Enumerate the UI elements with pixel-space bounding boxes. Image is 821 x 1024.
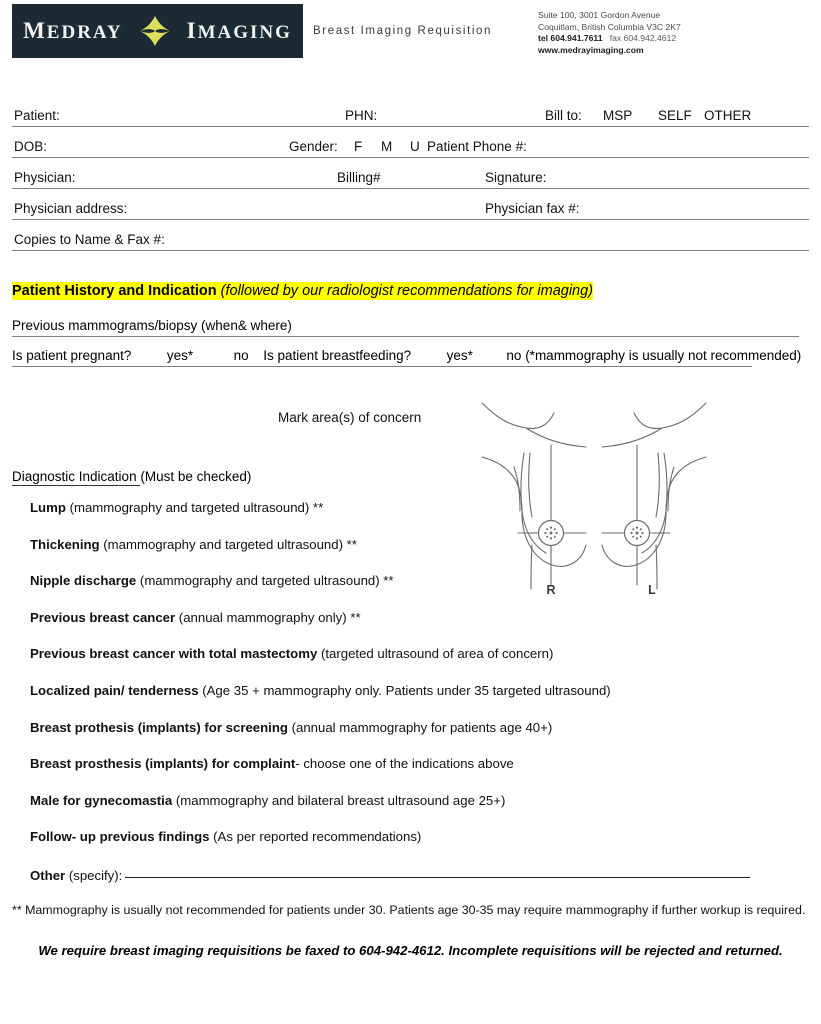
mark-area-label: Mark area(s) of concern (278, 410, 422, 425)
field-row-physician[interactable] (12, 158, 809, 189)
indication-label: Previous breast cancer (30, 609, 176, 625)
other-label: Other (30, 868, 66, 883)
clinic-fax: fax 604.942.4612 (609, 33, 677, 44)
option-pregnant-no[interactable]: no (233, 348, 249, 363)
label-previous-mammograms: Previous mammograms/biopsy (when& where) (12, 318, 292, 333)
label-physician: Physician: (14, 170, 76, 185)
indication-list (30, 500, 810, 866)
label-physician-address: Physician address: (14, 201, 128, 216)
previous-mammograms-field[interactable] (12, 318, 799, 337)
indication-detail: (annual mammography only) ** (175, 609, 361, 625)
pregnancy-breastfeeding-row[interactable] (12, 348, 802, 367)
indication-item[interactable] (30, 756, 810, 772)
indication-label: Localized pain/ tenderness (30, 682, 199, 698)
clinic-telephone: tel 604.941.7611 (538, 33, 603, 44)
indication-label: Male for gynecomastia (30, 792, 173, 808)
field-row-dob[interactable] (12, 127, 809, 158)
indication-label: Follow- up previous findings (30, 829, 210, 845)
label-breastfeeding-question: Is patient breastfeeding? (263, 348, 412, 363)
indication-label: Breast prothesis (implants) for screening (30, 719, 288, 735)
svg-text:L: L (648, 583, 656, 597)
indication-detail: (mammography and targeted ultrasound) ** (136, 573, 394, 589)
indication-item[interactable] (30, 537, 810, 553)
address-line-1: Suite 100, 3001 Gordon Avenue (538, 10, 661, 20)
field-row-patient[interactable] (12, 96, 809, 127)
logo-text-imaging: IMAGING (186, 18, 292, 43)
history-heading-bold: Patient History and Indication (12, 283, 217, 299)
indication-item[interactable] (30, 683, 810, 699)
indication-detail: - choose one of the indications above (295, 756, 514, 772)
option-breastfeeding-no[interactable]: no (*mammography is usually not recommended) (506, 348, 802, 363)
label-dob: DOB: (14, 139, 48, 154)
indication-item[interactable] (30, 793, 810, 809)
label-billing: Billing# (337, 170, 381, 185)
medray-logo (12, 4, 303, 58)
indication-detail: (As per reported recommendations) (209, 829, 422, 845)
indication-detail: (mammography and bilateral breast ultrasound age 25+) (172, 792, 506, 808)
indication-detail: (mammography and targeted ultrasound) ** (99, 536, 357, 552)
option-other[interactable]: OTHER (704, 108, 752, 123)
indication-detail: (mammography and targeted ultrasound) ** (65, 500, 324, 515)
diagnostic-heading-note: (Must be checked) (140, 469, 252, 484)
indication-label: Previous breast cancer with total mastectomy (30, 646, 318, 662)
mammography-footnote: ** Mammography is usually not recommended for patients under 30. Patients age 30-35 may require mammography if further workup is required. (12, 903, 806, 917)
label-phn: PHN: (345, 108, 378, 123)
indication-label: Breast prosthesis (implants) for complaint (30, 756, 296, 772)
field-row-copies-to[interactable] (12, 220, 809, 251)
indication-detail: (Age 35 + mammography only. Patients under 35 targeted ultrasound) (198, 682, 611, 698)
address-line-2: Coquitlam, British Columbia V3C 2K7 (538, 21, 681, 32)
option-self[interactable]: SELF (658, 108, 692, 123)
logo-text-medray: MEDRAY (23, 18, 123, 43)
patient-history-heading (12, 283, 593, 299)
option-breastfeeding-yes[interactable]: yes* (446, 348, 473, 363)
indication-detail: (annual mammography for patients age 40+) (287, 719, 553, 735)
other-input-line[interactable] (125, 877, 750, 878)
diamond-petal-icon (137, 13, 173, 49)
indication-label: Lump (30, 500, 66, 515)
clinic-website: www.medrayimaging.com (538, 44, 644, 55)
label-signature: Signature: (485, 170, 547, 185)
indication-item[interactable] (30, 500, 810, 516)
indication-item[interactable] (30, 573, 810, 589)
diagnostic-heading-underlined: Diagnostic Indication (12, 469, 141, 484)
label-physician-fax: Physician fax #: (485, 201, 580, 216)
option-gender-m[interactable]: M (381, 139, 393, 154)
indication-detail: (targeted ultrasound of area of concern) (317, 646, 554, 662)
indication-item[interactable] (30, 829, 810, 845)
option-msp[interactable]: MSP (603, 108, 633, 123)
other-specify-text: (specify): (65, 868, 123, 883)
label-patient-phone: Patient Phone #: (427, 139, 527, 154)
field-row-physician-address[interactable] (12, 189, 809, 220)
page-header (0, 0, 821, 72)
history-heading-note: (followed by our radiologist recommendations for imaging) (216, 283, 594, 299)
label-gender: Gender: (289, 139, 338, 154)
indication-label: Thickening (30, 536, 100, 552)
indication-item[interactable] (30, 646, 810, 662)
label-copies-to: Copies to Name & Fax #: (14, 232, 165, 247)
clinic-address-block (538, 10, 681, 56)
label-pregnant-question: Is patient pregnant? (12, 348, 132, 363)
other-specify-row[interactable] (30, 868, 750, 883)
option-pregnant-yes[interactable]: yes* (166, 348, 194, 363)
indication-item[interactable] (30, 610, 810, 626)
option-gender-f[interactable]: F (354, 139, 363, 154)
indication-label: Nipple discharge (30, 573, 137, 589)
label-bill-to: Bill to: (545, 108, 582, 123)
diagnostic-indication-heading (12, 469, 251, 484)
label-patient: Patient: (14, 108, 60, 123)
patient-fields (0, 96, 821, 251)
indication-item[interactable] (30, 720, 810, 736)
closing-statement: We require breast imaging requisitions be faxed to 604-942-4612. Incomplete requisitions will be rejected and returned. (38, 943, 783, 958)
requisition-title: Breast Imaging Requisition (313, 25, 493, 37)
svg-text:R: R (546, 583, 556, 597)
option-gender-u[interactable]: U (410, 139, 420, 154)
